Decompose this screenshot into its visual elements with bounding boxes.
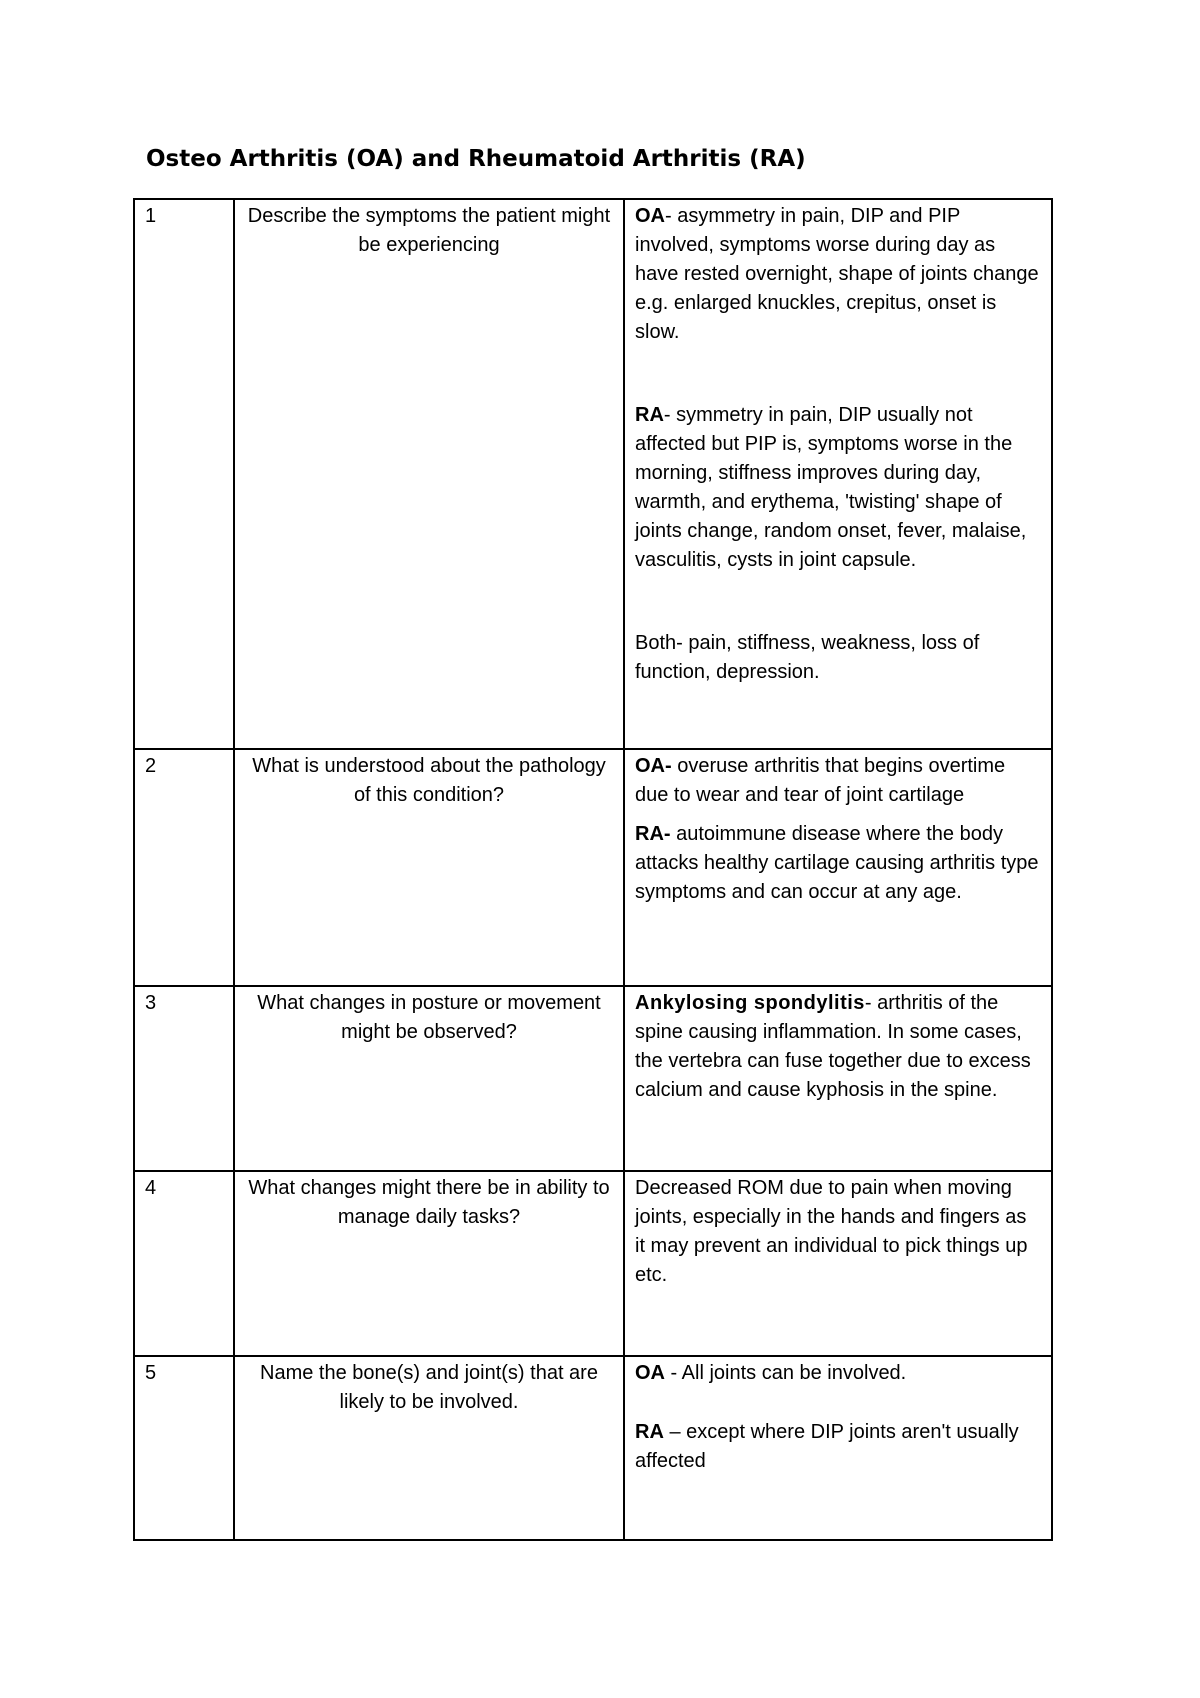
question-cell: Describe the symptoms the patient might be experiencing — [234, 199, 624, 749]
answer-cell — [624, 1171, 1052, 1356]
answer-text: - arthritis of the spine causing inflammation. In some cases, the vertebra can fuse together due to excess calcium and cause kyphosis in the spine. — [635, 992, 1031, 1101]
answer-text: overuse arthritis that begins overtime due to wear and tear of joint cartilage — [635, 755, 1006, 806]
answer-paragraph — [635, 752, 1041, 810]
answer-paragraph — [635, 1359, 1041, 1388]
row-number: 3 — [134, 986, 234, 1171]
answer-label: OA — [635, 205, 665, 227]
answer-paragraph — [635, 202, 1041, 347]
table-row — [134, 199, 1052, 749]
answer-text: autoimmune disease where the body attacks healthy cartilage causing arthritis type symptoms and can occur at any age. — [635, 823, 1039, 903]
answer-text: Decreased ROM due to pain when moving joints, especially in the hands and fingers as it may prevent an individual to pick things up etc. — [635, 1177, 1028, 1286]
question-cell: What changes might there be in ability to manage daily tasks? — [234, 1171, 624, 1356]
answer-label: RA- — [635, 823, 671, 845]
answer-label: OA- — [635, 755, 672, 777]
answer-paragraph — [635, 989, 1041, 1105]
row-number: 4 — [134, 1171, 234, 1356]
row-number: 5 — [134, 1356, 234, 1540]
answer-text: Both- pain, stiffness, weakness, loss of function, depression. — [635, 632, 980, 683]
answer-cell — [624, 749, 1052, 986]
answer-text: - All joints can be involved. — [665, 1362, 907, 1384]
answer-text: - asymmetry in pain, DIP and PIP involved, symptoms worse during day as have rested overnight, shape of joints change e.g. enlarged knuckles, crepitus, onset is slow. — [635, 205, 1039, 343]
table-row — [134, 986, 1052, 1171]
answer-paragraph — [635, 401, 1041, 575]
question-cell: What changes in posture or movement might be observed? — [234, 986, 624, 1171]
answer-label: OA — [635, 1362, 665, 1384]
table-row — [134, 1171, 1052, 1356]
table-row — [134, 749, 1052, 986]
answer-cell — [624, 1356, 1052, 1540]
page-title: Osteo Arthritis (OA) and Rheumatoid Arthritis (RA) — [146, 146, 806, 172]
answer-cell — [624, 986, 1052, 1171]
answer-paragraph — [635, 1174, 1041, 1290]
question-cell: Name the bone(s) and joint(s) that are likely to be involved. — [234, 1356, 624, 1540]
answer-label: RA — [635, 1421, 664, 1443]
answer-paragraph — [635, 1418, 1041, 1476]
answer-paragraph — [635, 820, 1041, 907]
answer-label: RA — [635, 404, 664, 426]
answer-label: Ankylosing spondylitis — [635, 992, 865, 1014]
row-number: 1 — [134, 199, 234, 749]
answer-cell — [624, 199, 1052, 749]
answer-text: – except where DIP joints aren't usually affected — [635, 1421, 1019, 1472]
question-cell: What is understood about the pathology of this condition? — [234, 749, 624, 986]
table-row — [134, 1356, 1052, 1540]
row-number: 2 — [134, 749, 234, 986]
answer-paragraph — [635, 629, 1041, 687]
answer-text: - symmetry in pain, DIP usually not affected but PIP is, symptoms worse in the morning, stiffness improves during day, warmth, and erythema, 'twisting' shape of joints change, random onset, fever, malaise, vasculitis, cysts in joint capsule. — [635, 404, 1027, 571]
question-table — [133, 198, 1053, 1541]
